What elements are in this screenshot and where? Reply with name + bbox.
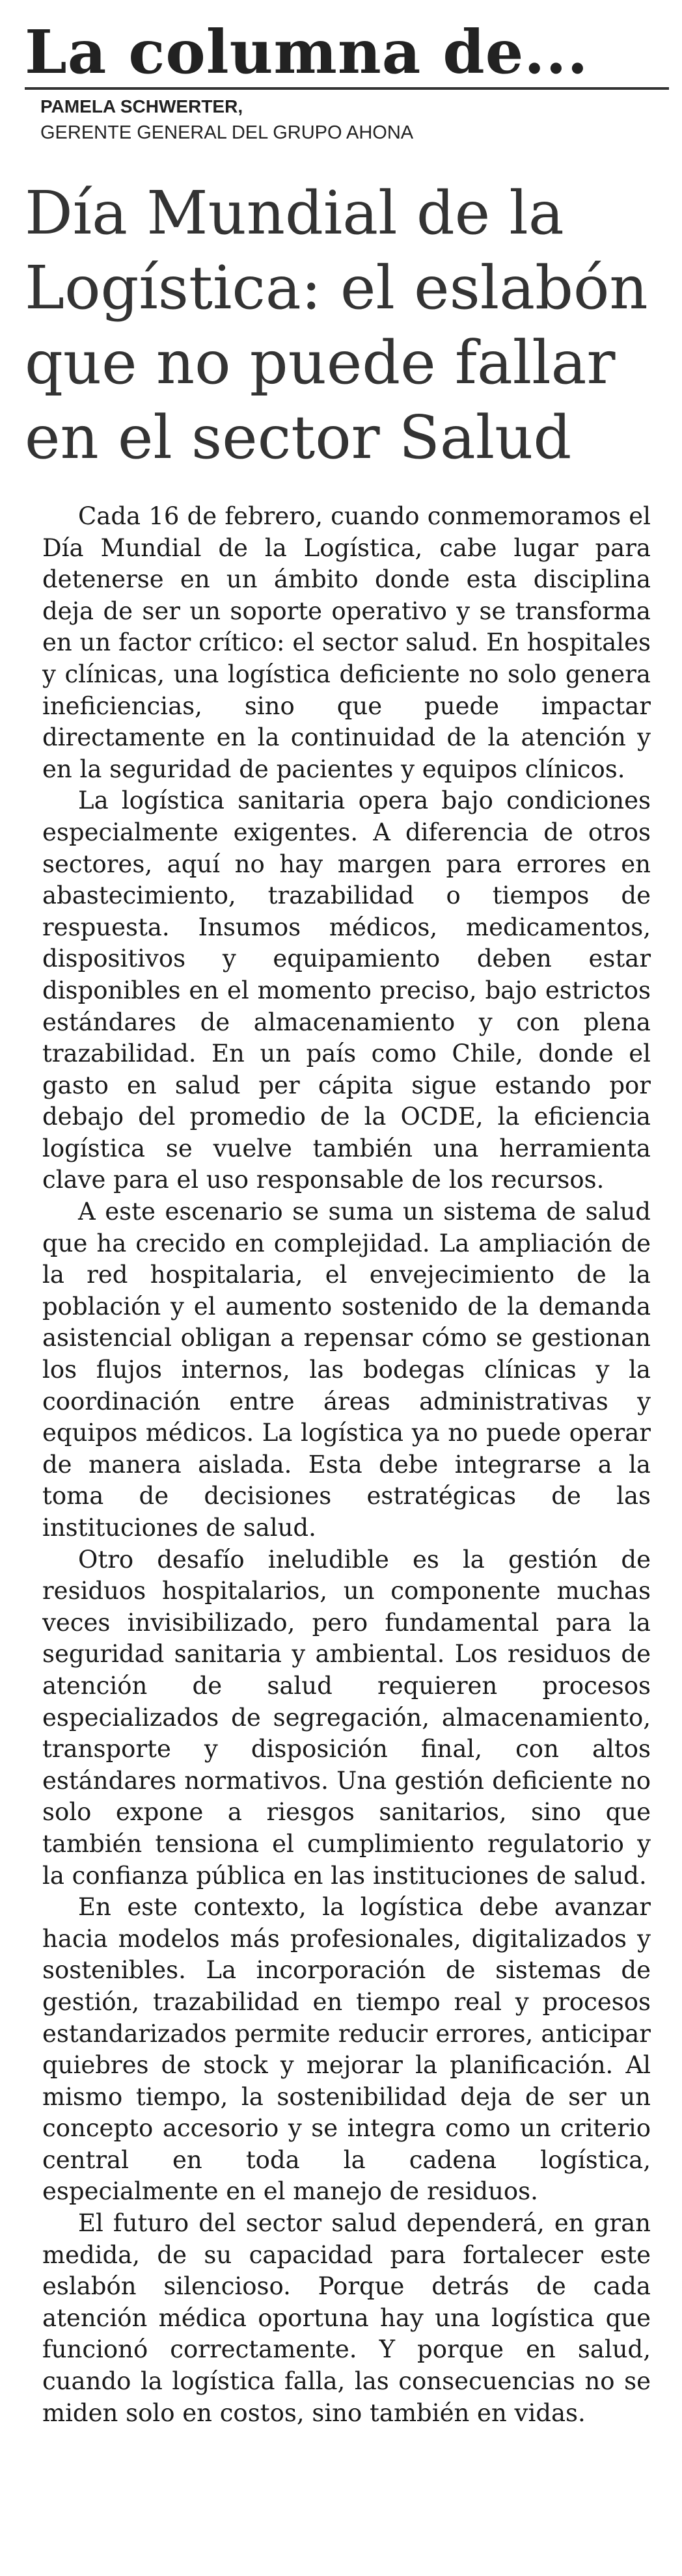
header-rule [25,87,669,90]
author-role: GERENTE GENERAL DEL GRUPO AHONA [40,122,414,143]
byline [40,94,413,146]
article-paragraph: A este escenario se suma un sistema de salud que ha crecido en complejidad. La ampliación de la red hospitalaria, el envejecimiento de la población y el aumento sostenido de la demanda asistencial obligan a repensar cómo se gestionan los flujos internos, las bodegas clínicas y la coordinación entre áreas administrativas y equipos médicos. La logística ya no puede operar de manera aislada. Esta debe integrarse a la toma de decisiones estratégicas de las instituciones de salud. [42,1198,651,1542]
author-name: PAMELA SCHWERTER, [40,96,243,116]
article-headline: Día Mundial de la Logística: el eslabón que no puede fallar en el sector Salud [25,178,648,472]
article-paragraph: Otro desafío ineludible es la gestión de residuos hospitalarios, un componente muchas veces invisibilizado, pero fundamental para la seguridad sanitaria y ambiental. Los residuos de atención de salud requieren procesos especializados de segregación, almacenamiento, transporte y disposición final, con altos estándares normativos. Una gestión deficiente no solo expone a riesgos sanitarios, sino que también tensiona el cumplimiento regulatorio y la confianza pública en las instituciones de salud. [42,1545,651,1890]
column-header [25,17,666,87]
section-title: La columna de... [25,17,589,87]
article-paragraph: La logística sanitaria opera bajo condiciones especialmente exigentes. A diferencia de otros sectores, aquí no hay margen para errores en abastecimiento, trazabilidad o tiempos de respuesta. Insumos médicos, medicamentos, dispositivos y equipamiento deben estar disponibles en el momento preciso, bajo estrictos estándares de almacenamiento y con plena trazabilidad. En un país como Chile, donde el gasto en salud per cápita sigue estando por debajo del promedio de la OCDE, la eficiencia logística se vuelve también una herramienta clave para el uso responsable de los recursos. [42,786,651,1194]
article-paragraph: El futuro del sector salud dependerá, en gran medida, de su capacidad para fortalecer este eslabón silencioso. Porque detrás de cada atención médica oportuna hay una logística que funcionó correctamente. Y porque en salud, cuando la logística falla, las consecuencias no se miden solo en costos, sino también en vidas. [42,2209,651,2427]
article-body [42,501,651,2429]
article-paragraph: En este contexto, la logística debe avanzar hacia modelos más profesionales, digitalizados y sostenibles. La incorporación de sistemas de gestión, trazabilidad en tiempo real y procesos estandarizados permite reducir errores, anticipar quiebres de stock y mejorar la planificación. Al mismo tiempo, la sostenibilidad deja de ser un concepto accesorio y se integra como un criterio central en toda la cadena logística, especialmente en el manejo de residuos. [42,1893,651,2206]
article-paragraph: Cada 16 de febrero, cuando conmemoramos el Día Mundial de la Logística, cabe lugar para detenerse en un ámbito donde esta disciplina deja de ser un soporte operativo y se transforma en un factor crítico: el sector salud. En hospitales y clínicas, una logística deficiente no solo genera ineficiencias, sino que puede impactar directamente en la continuidad de la atención y en la seguridad de pacientes y equipos clínicos. [42,502,651,783]
